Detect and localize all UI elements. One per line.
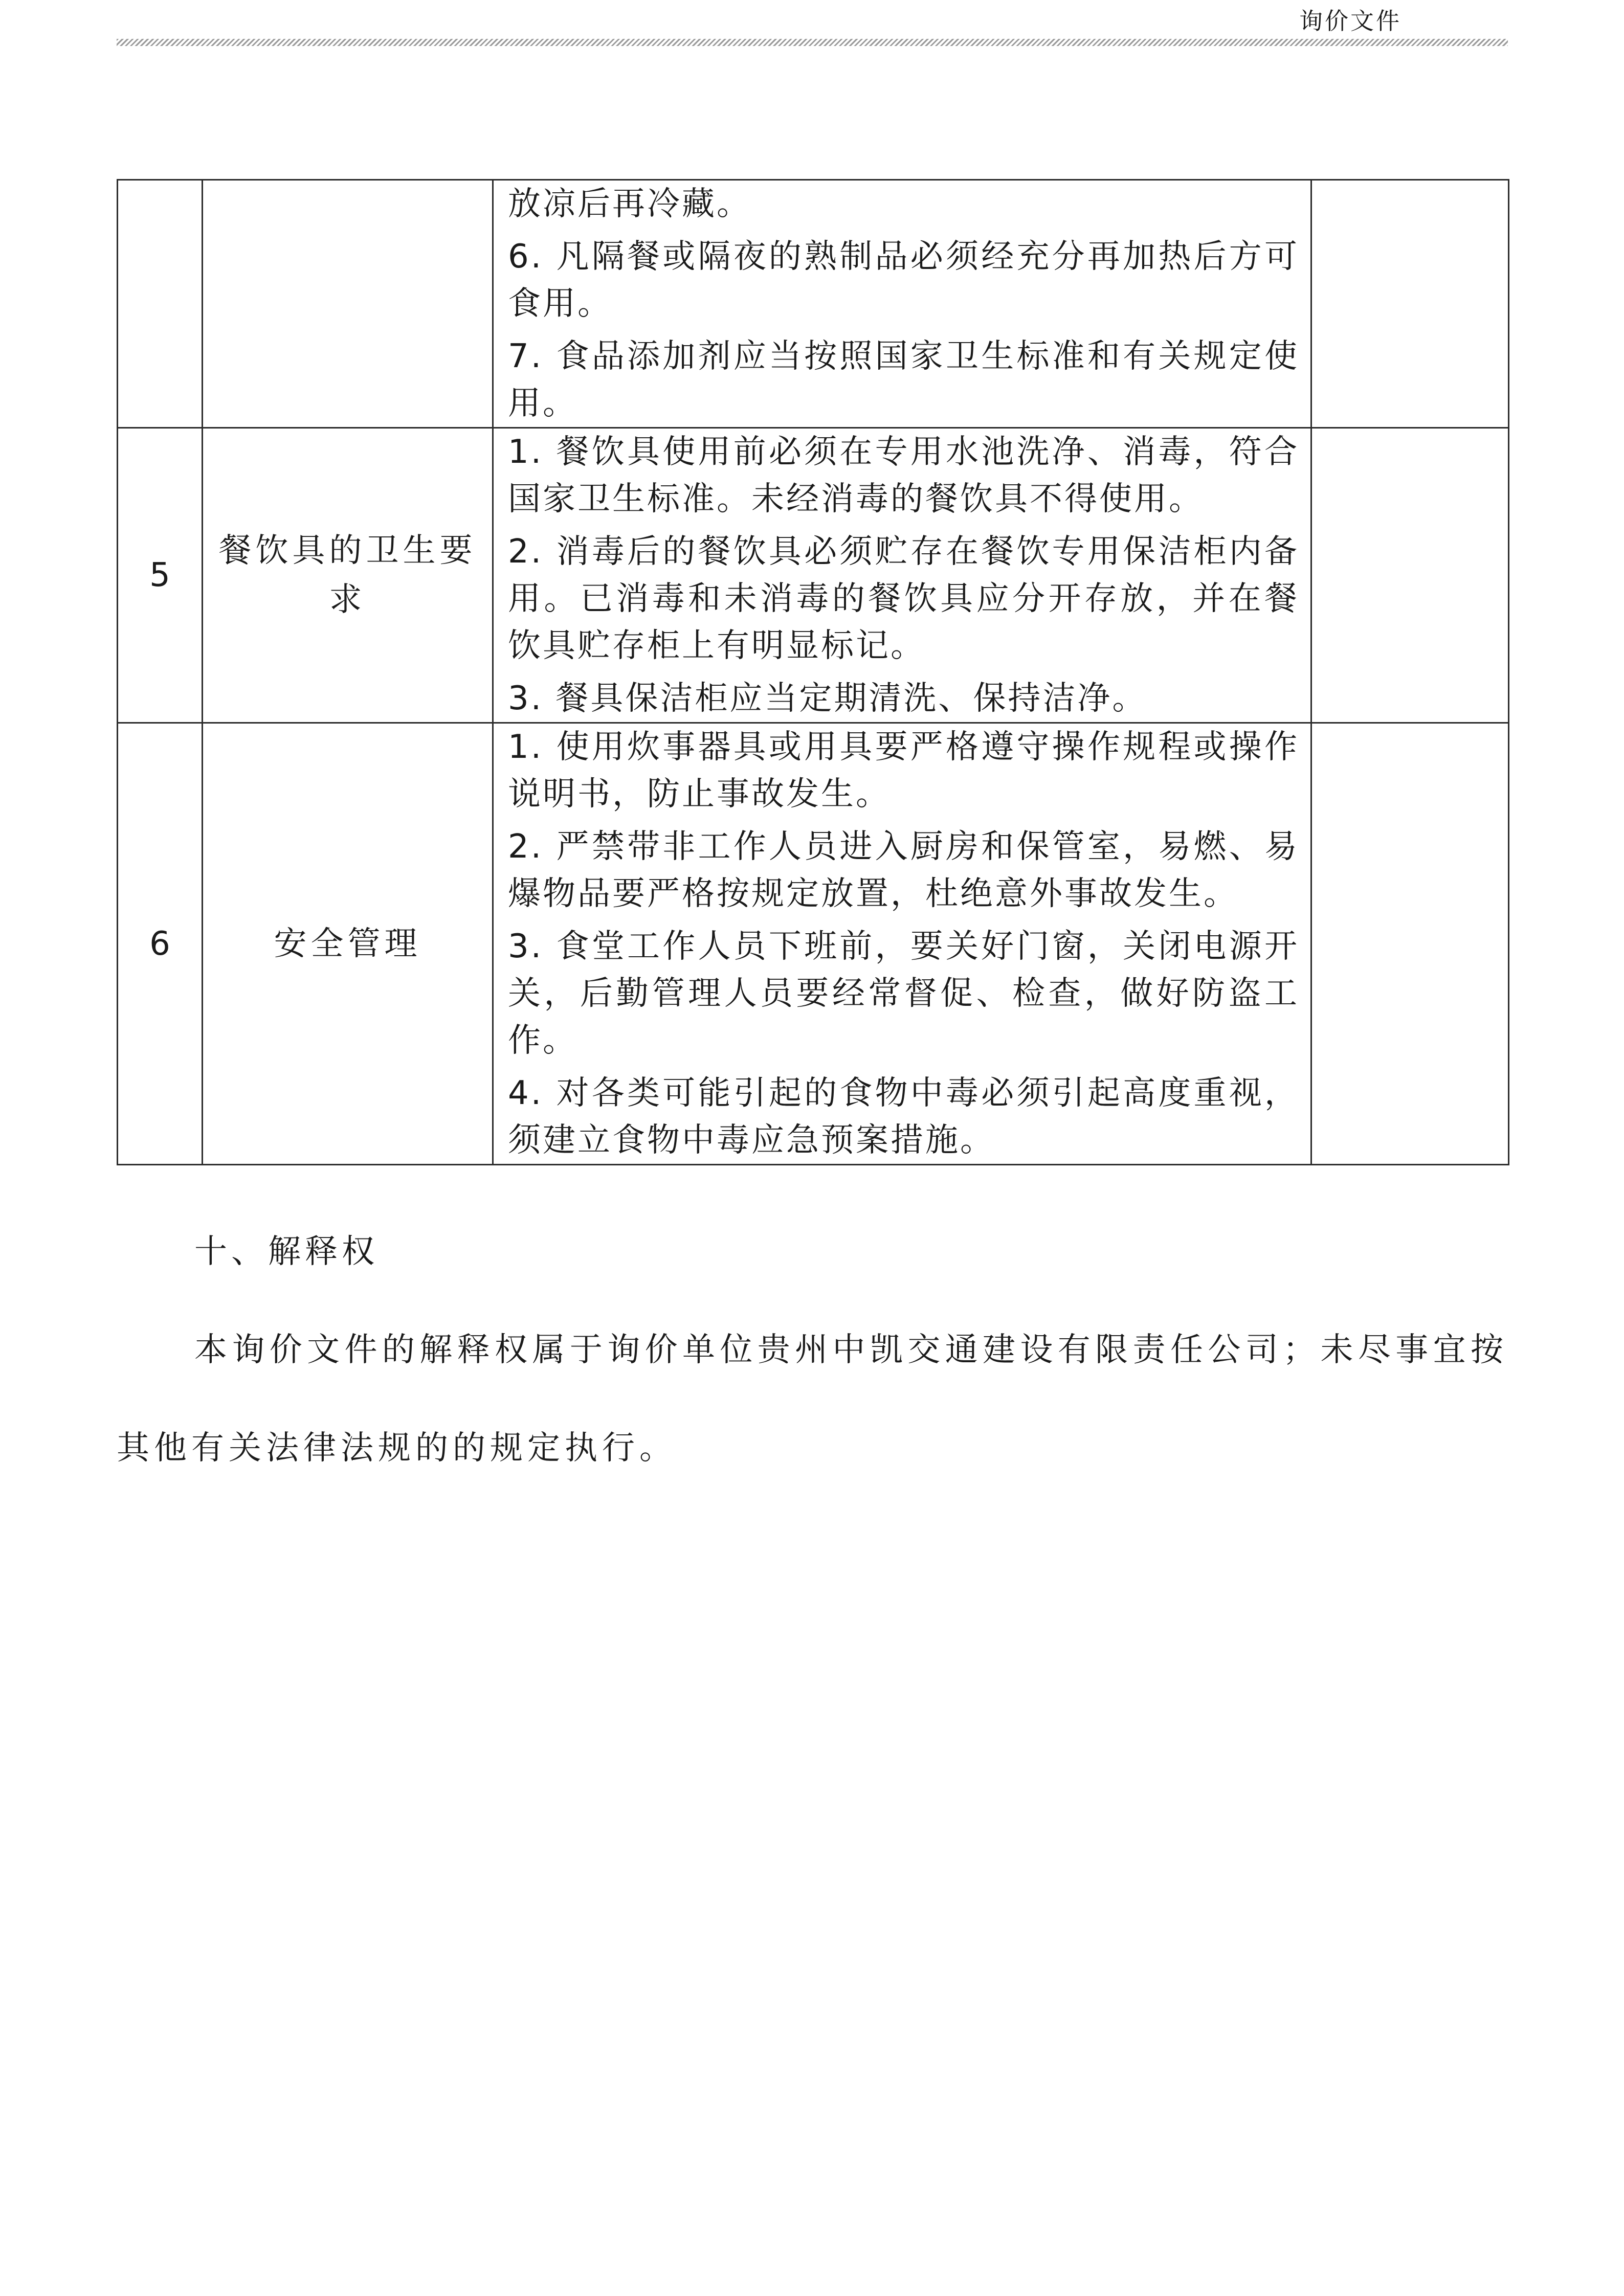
row-index: 6	[118, 723, 203, 1165]
section-paragraph: 本询价文件的解释权属于询价单位贵州中凯交通建设有限责任公司；未尽事宜按其他有关法律法规的的规定执行。	[117, 1331, 1508, 1467]
list-item: 7. 食品添加剂应当按照国家卫生标准和有关规定使用。	[508, 337, 1299, 422]
list-item: 2. 严禁带非工作人员进入厨房和保管室，易燃、易爆物品要严格按规定放置，杜绝意外事故发生。	[508, 828, 1299, 913]
header-rule	[117, 39, 1508, 46]
row-index: 5	[118, 428, 203, 723]
list-item: 6. 凡隔餐或隔夜的熟制品必须经充分再加热后方可食用。	[508, 238, 1299, 323]
requirements-table	[117, 179, 1509, 1165]
list-item: 3. 餐具保洁柜应当定期清洗、保持洁净。	[508, 680, 1147, 717]
list-item: 放凉后再冷藏。	[508, 185, 751, 223]
table-row	[118, 723, 1509, 1165]
table-row	[118, 428, 1509, 723]
list-item: 1. 使用炊事器具或用具要严格遵守操作规程或操作说明书，防止事故发生。	[508, 728, 1299, 813]
row-remark	[1311, 723, 1509, 1165]
row-category: 安全管理	[203, 723, 493, 1165]
row-remark	[1311, 428, 1509, 723]
row-items	[493, 723, 1311, 1165]
list-item: 2. 消毒后的餐饮具必须贮存在餐饮专用保洁柜内备用。已消毒和未消毒的餐饮具应分开存放，并在餐饮具贮存柜上有明显标记。	[508, 533, 1299, 665]
row-remark	[1311, 180, 1509, 428]
row-category	[203, 180, 493, 428]
list-item: 1. 餐饮具使用前必须在专用水池洗净、消毒，符合国家卫生标准。未经消毒的餐饮具不得使用。	[508, 433, 1299, 518]
section-heading: 十、解释权	[194, 1233, 379, 1271]
list-item: 4. 对各类可能引起的食物中毒必须引起高度重视，须建立食物中毒应急预案措施。	[508, 1074, 1299, 1159]
header-title: 询价文件	[1299, 7, 1401, 35]
row-items	[493, 180, 1311, 428]
list-item: 3. 食堂工作人员下班前，要关好门窗，关闭电源开关，后勤管理人员要经常督促、检查，做好防盗工作。	[508, 928, 1299, 1060]
table-row	[118, 180, 1509, 428]
row-items	[493, 428, 1311, 723]
row-index	[118, 180, 203, 428]
row-category: 餐饮具的卫生要求	[203, 428, 493, 723]
